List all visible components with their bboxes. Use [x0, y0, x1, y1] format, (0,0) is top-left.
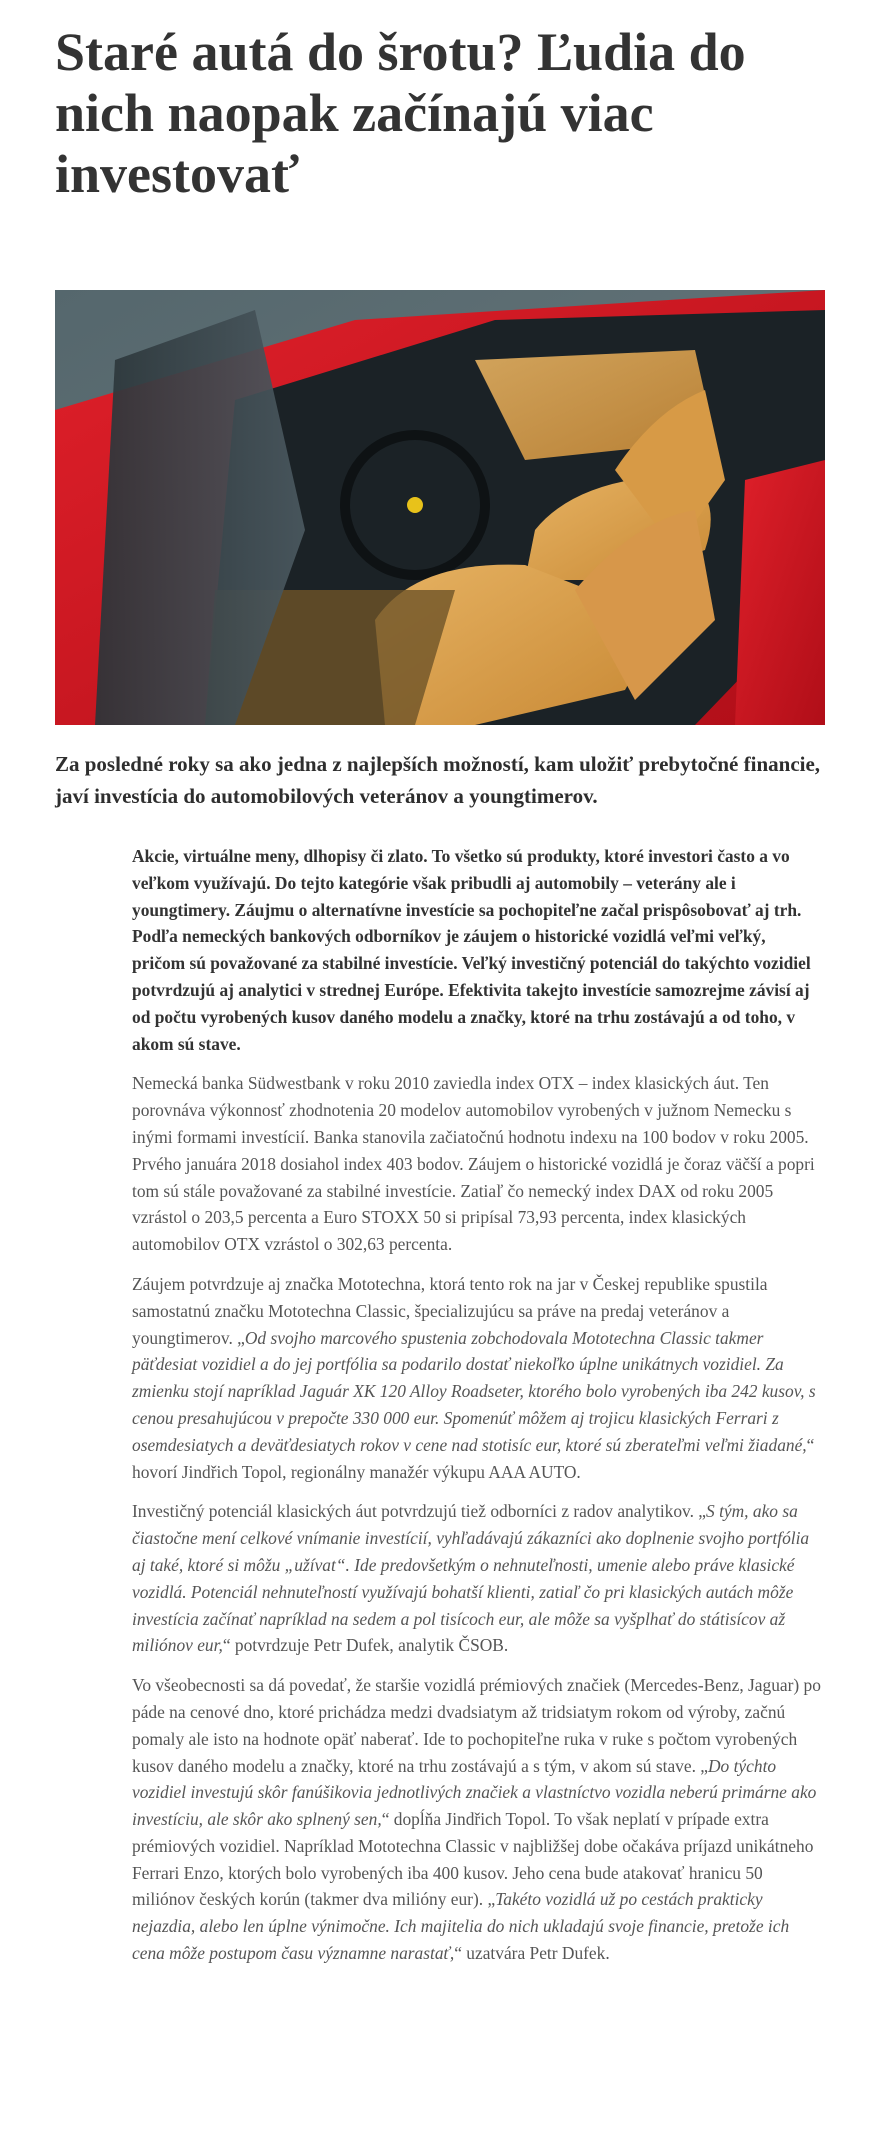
quote-text: Takéto vozidlá už po cestách prakticky nejazdia, alebo len úplne výnimočne. Ich majitelia do nich ukladajú svoje financie, pretože ich cena môže postupom času významne narastať, [132, 1889, 790, 1964]
attribution-text: “ potvrdzuje Petr Dufek, analytik ČSOB. [222, 1635, 509, 1656]
wheel-badge [407, 497, 423, 513]
hero-image [55, 290, 825, 725]
quote-text: Do týchto vozidiel investujú skôr fanúšikovia jednotlivých značiek a vlastníctvo vozidla neberú primárne ako investíciu, ale skôr ako splnený sen, [132, 1755, 817, 1830]
quote-text: Od svojho marcového spustenia zobchodovala Mototechna Classic takmer päťdesiat vozidiel a do jej portfólia sa podarilo dostať niekoľko úplne unikátnych vozidiel. Za zmienku stojí napríklad Jaguár XK 120 Alloy Roadseter, ktorého bolo vyrobených iba 242 kusov, s cenou presahujúcou v prepočte 330 000 eur. Spomenúť môžem aj trojicu klasických Ferrari z osemdesiatych a deväťdesiatych rokov v cene nad stotisíc eur, ktoré sú zberateľmi veľmi žiadané, [132, 1327, 816, 1455]
article-intro: Akcie, virtuálne meny, dlhopisy či zlato. To všetko sú produkty, ktoré investori často a vo veľkom využívajú. Do tejto kategórie však pribudli aj automobily – veterány ale i youngtimery. Záujmu o alternatívne investície sa pochopiteľne začal prispôsobovať aj trh. Podľa nemeckých bankových odborníkov je záujem o historické vozidlá veľmi veľký, pričom sú považované za stabilné investície. Veľký investičný potenciál do takýchto vozidiel potvrdzujú aj analytici v strednej Európe. Efektivita takejto investície samozrejme závisí aj od počtu vyrobených kusov daného modelu a značky, ktoré na trhu zostávajú a od toho, v akom sú stave. [132, 846, 811, 1054]
paragraph-text: Záujem potvrdzuje aj značka Mototechna, ktorá tento rok na jar v Českej republike spustila samostatnú značku Mototechna Classic, špecializujúcu sa práve na predaj veteránov a youngtimerov. „ [132, 1273, 768, 1348]
paragraph-text: Investičný potenciál klasických áut potvrdzujú tiež odborníci z radov analytikov. „ [132, 1501, 707, 1522]
quote-text: S tým, ako sa čiastočne mení celkové vnímanie investícií, vyhľadávajú zákazníci ako doplnenie svojho portfólia aj také, ktoré si môžu „užívat“. Ide predovšetkým o nehnuteľnosti, umenie alebo práve klasické vozidlá. Potenciál nehnuteľností využívajú bohatší klienti, zatiaľ čo pri klasických autách môže investícia začínať napríklad na sedem a pol tisícoch eur, ale môže sa vyšplhať do státisícov až miliónov eur, [132, 1501, 810, 1656]
attribution-text: “ hovorí Jindřich Topol, regionálny manažér výkupu AAA AUTO. [132, 1434, 815, 1482]
paragraph-text: Nemecká banka Südwestbank v roku 2010 zaviedla index OTX – index klasických áut. Ten porovnáva výkonnosť zhodnotenia 20 modelov automobilov vyrobených v južnom Nemecku s inými formami investícií. Banka stanovila začiatočnú hodnotu indexu na 100 bodov v roku 2005. Prvého januára 2018 dosiahol index 403 bodov. Záujem o historické vozidlá je čoraz väčší a popri tom sú stále považované za stabilné investície. Zatiaľ čo nemecký index DAX od roku 2005 vzrástol o 203,5 percenta a Euro STOXX 50 si pripísal 73,93 percenta, index klasických automobilov OTX vzrástol o 302,63 percenta. [132, 1073, 815, 1255]
paragraph-premium-brands [132, 1672, 822, 1967]
paragraph-mototechna [132, 1271, 822, 1485]
article-body [132, 843, 822, 1980]
rear-quarter [735, 460, 825, 725]
attribution-text: “ uzatvára Petr Dufek. [454, 1943, 610, 1964]
paragraph-text: “ dopĺňa Jindřich Topol. To však neplatí v prípade extra prémiových vozidiel. Napríklad Mototechna Classic v najbližšej dobe očakáva príjazd unikátneho Ferrari Enzo, ktorých bolo vyrobených iba 400 kusov. Jeho cena bude atakovať hranicu 50 miliónov českých korún (takmer dva milióny eur). „ [132, 1809, 814, 1910]
paragraph-text: Vo všeobecnosti sa dá povedať, že staršie vozidlá prémiových značiek (Mercedes-Benz, Jaguar) po páde na cenové dno, ktoré prichádza medzi dvadsiatym až tridsiatym rokom od výroby, začnú pomaly ale isto na hodnote opäť naberať. Ide to pochopiteľne ruka v ruke s počtom vyrobených kusov daného modelu a značky, ktoré na trhu zostávajú a s tým, v akom sú stave. „ [132, 1675, 821, 1776]
article-lead: Za posledné roky sa ako jedna z najlepších možností, kam uložiť prebytočné financie, javí investícia do automobilových veteránov a youngtimerov. [55, 752, 821, 808]
paragraph-otx-index [132, 1070, 822, 1258]
article-title: Staré autá do šrotu? Ľudia do nich naopak začínajú viac investovať [55, 22, 746, 204]
car-interior-photo [55, 290, 825, 725]
paragraph-analysts [132, 1498, 822, 1659]
